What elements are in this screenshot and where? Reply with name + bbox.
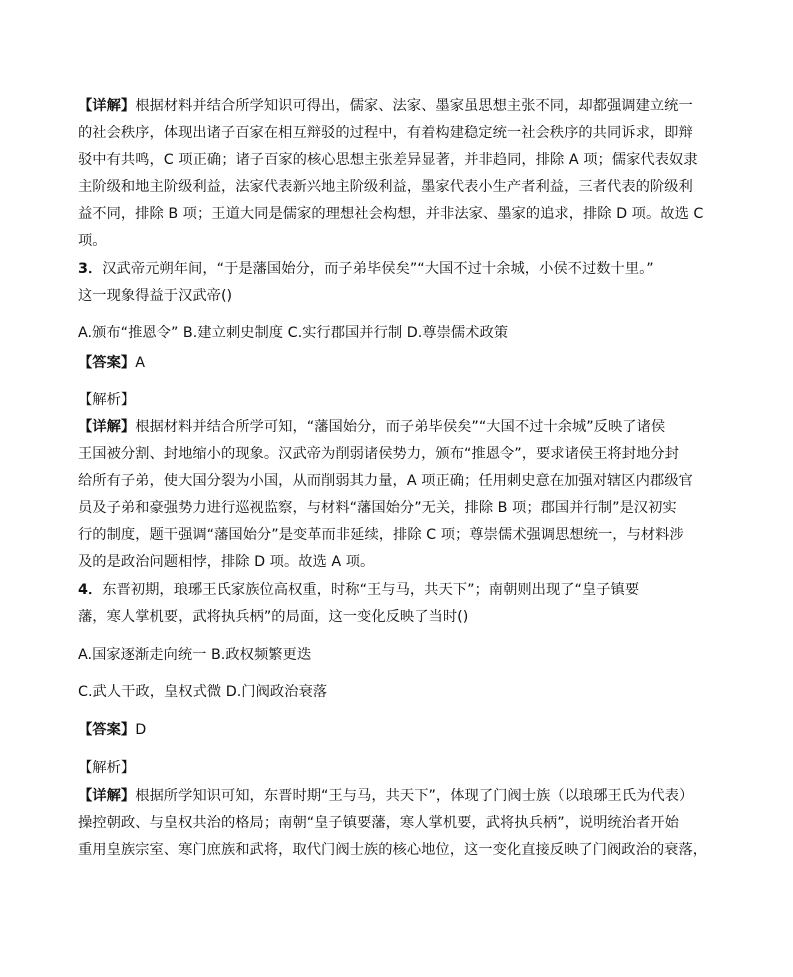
q4-number: 4． <box>78 582 103 598</box>
q3-stem-line-1 <box>78 259 654 279</box>
q3-detail-line-3: 给所有子弟，使大国分裂为小国，从而削弱其力量，A 项正确；任用刺史意在加强对辖区内郡级官 <box>78 473 693 489</box>
q2-detail-line-1 <box>78 96 693 116</box>
q2-detail-line-2: 的社会秩序，体现出诸子百家在相互辩驳的过程中，有着构建稳定统一社会秩序的共同诉求，即辩 <box>78 125 693 141</box>
q3-stem-text: 汉武帝元朔年间，“于是藩国始分，而子弟毕侯矣”“大国不过十余城，小侯不过数十里。” <box>102 261 654 277</box>
q4-detail-text: 根据所学知识可知，东晋时期“王与马，共天下”，体现了门阀士族（以琅琊王氏为代表） <box>135 788 694 804</box>
q2-detail-line-4: 主阶级和地主阶级利益，法家代表新兴地主阶级利益，墨家代表小生产者利益，三者代表的阶级利 <box>78 179 693 195</box>
q3-analysis-tag: 【解析】 <box>78 392 136 408</box>
q3-stem-line-2: 这一现象得益于汉武帝() <box>78 288 233 304</box>
detail-tag: 【详解】 <box>78 419 136 435</box>
q2-detail-line-5: 益不同，排除 B 项；王道大同是儒家的理想社会构想，并非法家、墨家的追求，排除 D 项。故选 C <box>78 206 704 222</box>
q3-detail-line-5: 行的制度，题干强调“藩国始分”是变革而非延续，排除 C 项；尊崇儒术强调思想统一，与材料涉 <box>78 527 684 543</box>
answer-tag: 【答案】 <box>78 355 136 371</box>
q2-detail-line-3: 驳中有共鸣，C 项正确；诸子百家的核心思想主张差异显著，并非趋同，排除 A 项；儒家代表奴隶 <box>78 152 698 168</box>
q4-detail-line-2: 操控朝政、与皇权共治的格局；南朝“皇子镇要藩，寒人掌机要，武将执兵柄”，说明统治者开始 <box>78 815 679 831</box>
q3-detail-line-6: 及的是政治问题相悖，排除 D 项。故选 A 项。 <box>78 554 375 570</box>
q4-detail-line-1 <box>78 786 693 806</box>
q3-options: A.颁布“推恩令” B.建立刺史制度 C.实行郡国并行制 D.尊崇儒术政策 <box>78 325 509 341</box>
q3-number: 3． <box>78 261 103 277</box>
q2-detail-line-6: 项。 <box>78 233 107 249</box>
q4-stem-text: 东晋初期，琅琊王氏家族位高权重，时称“王与马，共天下”；南朝则出现了“皇子镇要 <box>102 582 640 598</box>
q4-stem-line-2: 藩，寒人掌机要，武将执兵柄”的局面，这一变化反映了当时() <box>78 609 469 625</box>
q3-answer-line <box>78 353 145 373</box>
q3-answer: A <box>135 355 145 371</box>
q3-detail-text: 根据材料并结合所学可知，“藩国始分，而子弟毕侯矣”“大国不过十余城”反映了诸侯 <box>135 419 666 435</box>
q3-detail-line-2: 王国被分割、封地缩小的现象。汉武帝为削弱诸侯势力，颁布“推恩令”，要求诸侯王将封地分封 <box>78 446 679 462</box>
q4-detail-line-3: 重用皇族宗室、寒门庶族和武将，取代门阀士族的核心地位，这一变化直接反映了门阀政治的衰落， <box>78 842 708 858</box>
q4-options-line-1: A.国家逐渐走向统一 B.政权频繁更迭 <box>78 647 312 663</box>
answer-tag: 【答案】 <box>78 722 136 738</box>
q3-detail-line-1 <box>78 417 665 437</box>
q4-answer-line <box>78 720 146 740</box>
q4-options-line-2: C.武人干政，皇权式微 D.门阀政治衰落 <box>78 684 328 700</box>
q3-detail-line-4: 员及子弟和豪强势力进行巡视监察，与材料“藩国始分”无关，排除 B 项；郡国并行制”是汉初实 <box>78 500 677 516</box>
q4-stem-line-1 <box>78 580 639 600</box>
detail-tag: 【详解】 <box>78 788 136 804</box>
q2-detail-text: 根据材料并结合所学知识可得出，儒家、法家、墨家虽思想主张不同，却都强调建立统一 <box>135 98 693 114</box>
q4-analysis-tag: 【解析】 <box>78 760 136 776</box>
q4-answer: D <box>135 722 147 738</box>
detail-tag: 【详解】 <box>78 98 136 114</box>
